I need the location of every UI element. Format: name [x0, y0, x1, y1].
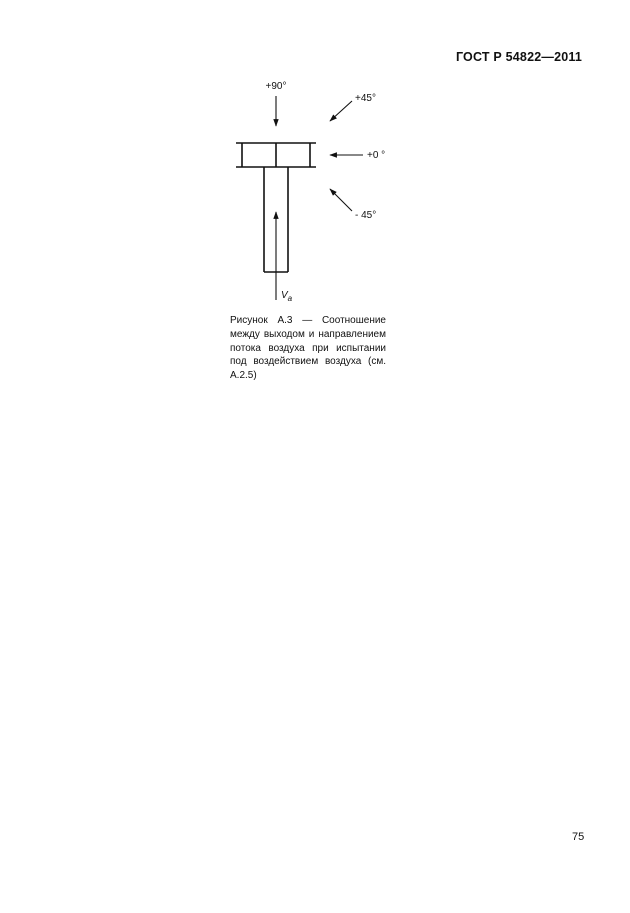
- outlet-head: [236, 143, 316, 167]
- arrow-minus45: [330, 189, 352, 211]
- label-zero: +0 °: [367, 150, 386, 161]
- velocity-symbol: V: [281, 290, 288, 301]
- label-velocity: [281, 290, 293, 303]
- label-minus45: - 45°: [355, 210, 377, 221]
- figure-caption: Рисунок А.3 — Соотношение между выходом и направлением потока воздуха при испытании под воздействием воздуха (см. А.2.5): [230, 315, 386, 382]
- label-plus45: +45°: [355, 93, 376, 104]
- document-code: ГОСТ Р 54822—2011: [455, 50, 582, 64]
- page-number: 75: [572, 831, 585, 843]
- label-plus90: +90°: [265, 81, 287, 92]
- velocity-subscript: a: [287, 294, 293, 303]
- arrow-plus45: [330, 101, 352, 121]
- airflow-direction-diagram: [0, 0, 630, 320]
